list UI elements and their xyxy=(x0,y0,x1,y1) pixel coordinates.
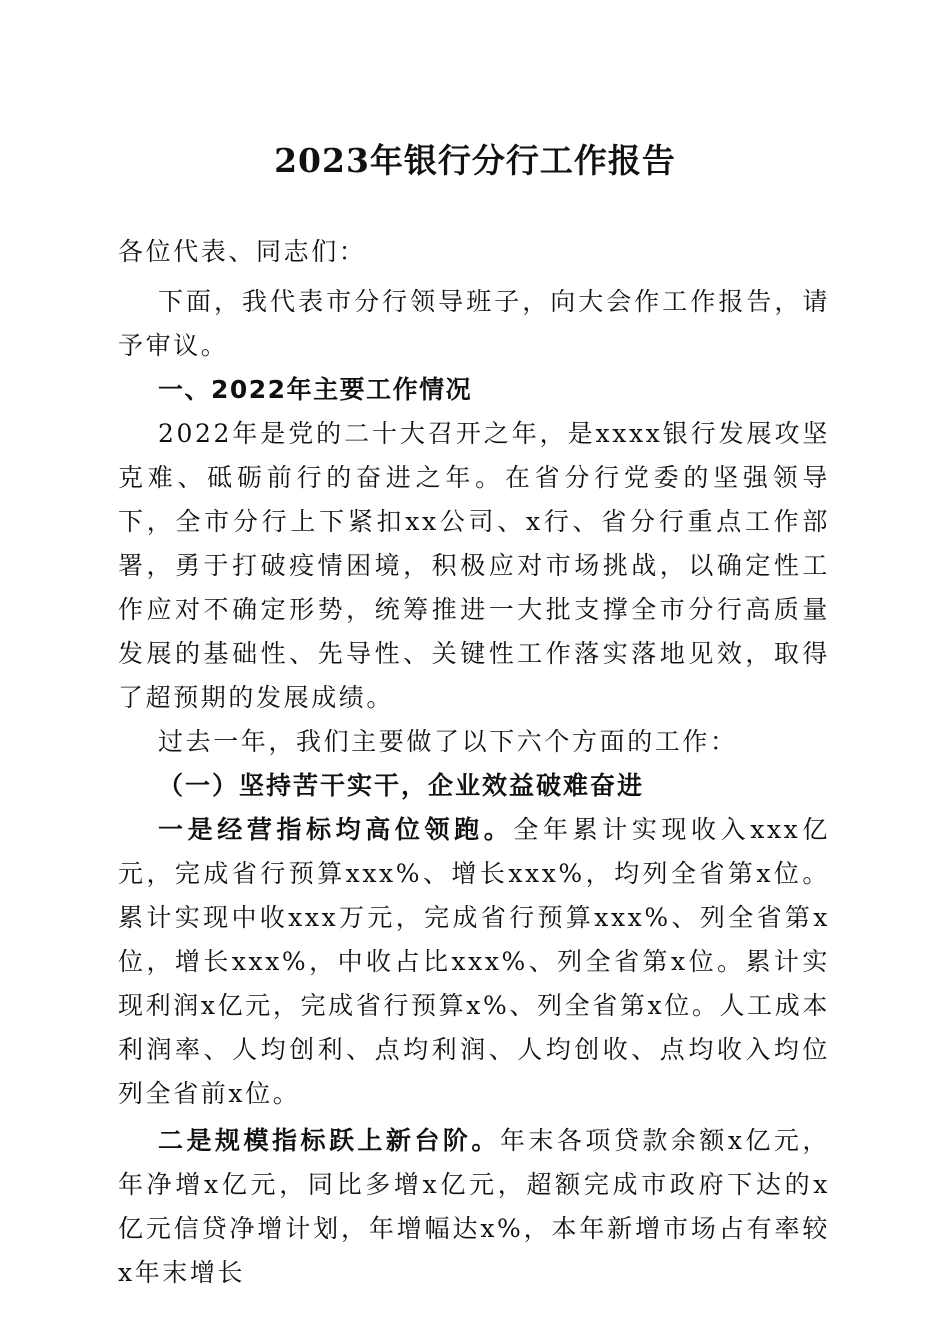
item-text: 全年累计实现收入xxx亿元，完成省行预算xxx%、增长xxx%，均列全省第x位。累计实现中收xxx万元，完成省行预算xxx%、列全省第x位，增长xxx%，中收占比xxx%、列全省第x位。累计实现利润x亿元，完成省行预算x%、列全省第x位。人工成本利润率、人均创利、点均利润、人均创收、点均收入均位列全省前x位。 xyxy=(118,815,831,1108)
paragraph: 过去一年，我们主要做了以下六个方面的工作： xyxy=(158,727,738,756)
intro-paragraph: 下面，我代表市分行领导班子，向大会作工作报告，请予审议。 xyxy=(118,287,830,360)
subsection-heading: （一）坚持苦干实干，企业效益破难奋进 xyxy=(158,771,645,800)
paragraph xyxy=(118,808,830,1116)
item-text: 年末各项贷款余额x亿元，年净增x亿元，同比多增x亿元，超额完成市政府下达的x亿元信贷净增计划，年增幅达x%，本年新增市场占有率较x年末增长 xyxy=(118,1126,830,1287)
document-title: 2023年银行分行工作报告 xyxy=(274,141,676,180)
item-lead: 二是规模指标跃上新台阶。 xyxy=(158,1126,500,1155)
paragraph xyxy=(118,1119,830,1295)
item-lead: 一是经营指标均高位领跑。 xyxy=(158,815,514,844)
paragraph: 2022年是党的二十大召开之年，是xxxx银行发展攻坚克难、砥砺前行的奋进之年。在省分行党委的坚强领导下，全市分行上下紧扣xx公司、x行、省分行重点工作部署，勇于打破疫情困境，积极应对市场挑战，以确定性工作应对不确定形势，统筹推进一大批支撑全市分行高质量发展的基础性、先导性、关键性工作落实落地见效，取得了超预期的发展成绩。 xyxy=(118,419,830,712)
salutation: 各位代表、同志们： xyxy=(118,237,367,266)
document-body xyxy=(118,230,830,1295)
section-heading: 一、2022年主要工作情况 xyxy=(158,375,473,404)
